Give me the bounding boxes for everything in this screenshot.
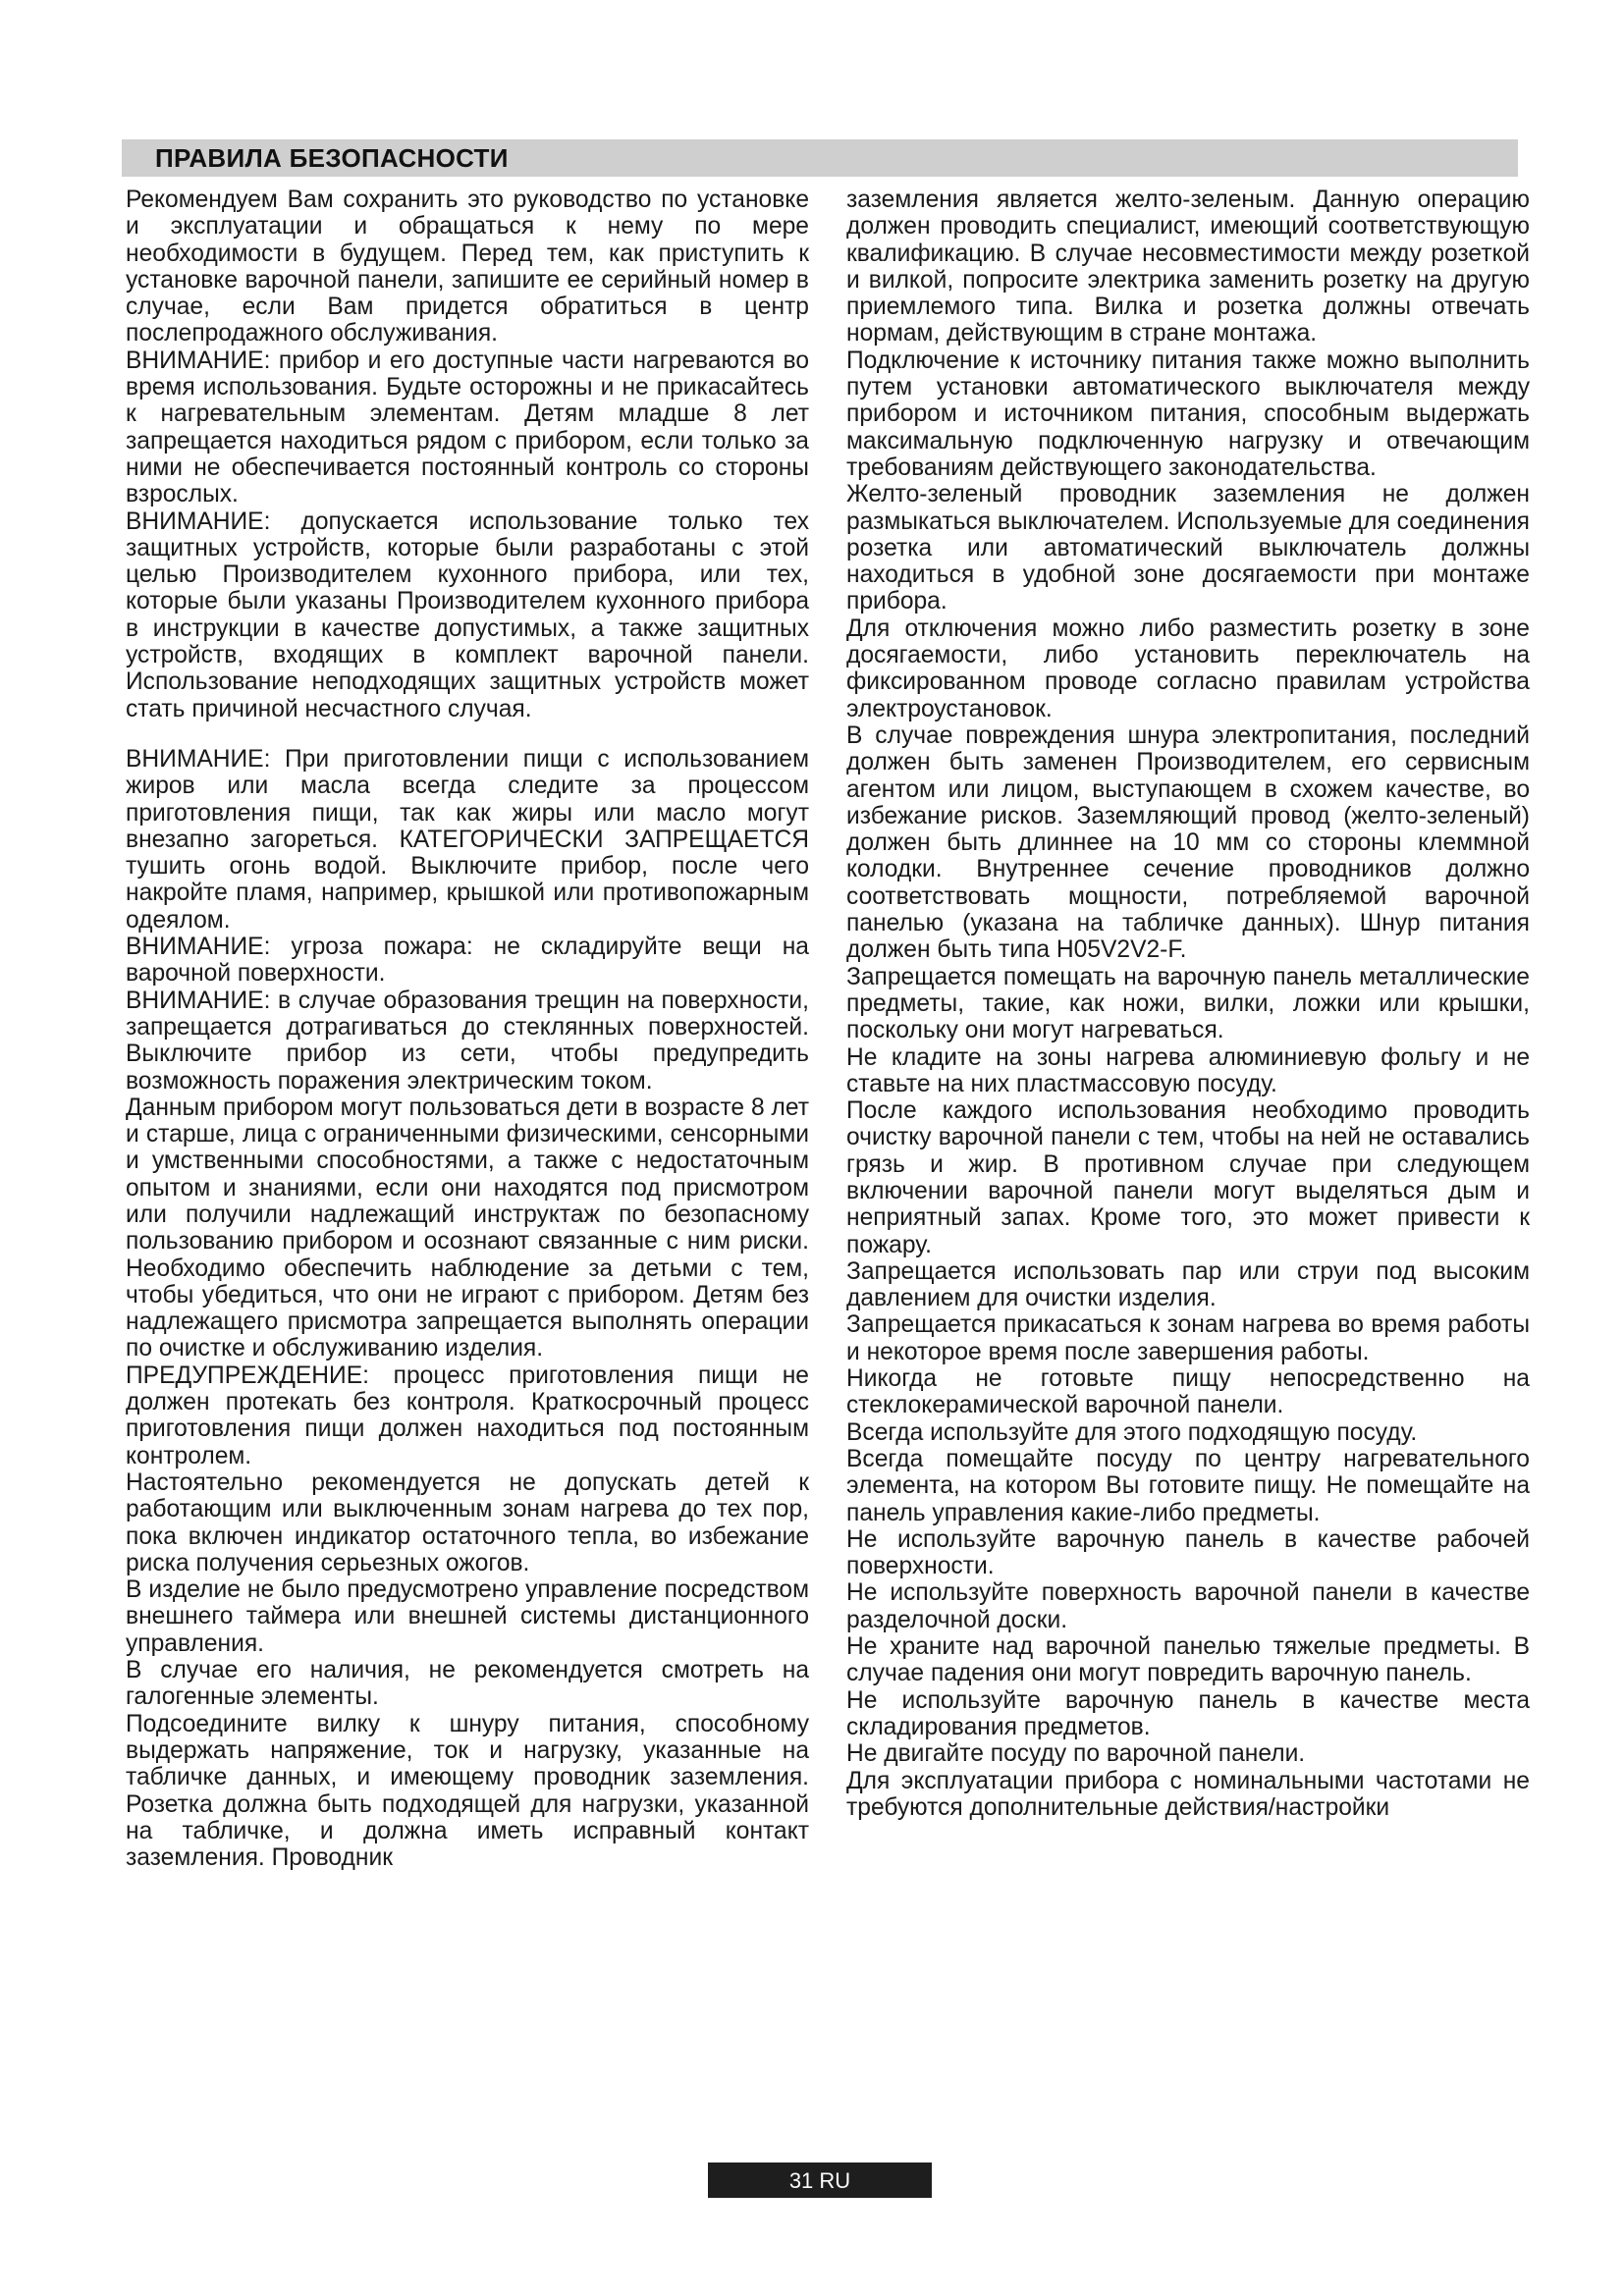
paragraph: ВНИМАНИЕ: При приготовлении пищи с использованием жиров или масла всегда следите за процессом приготовления пищи, так как жиры или масло могут внезапно загореться. КАТЕГОРИЧЕСКИ ЗАПРЕЩАЕТСЯ тушить огонь водой. Выключите прибор, после чего накройте пламя, например, крышкой или противопожарным одеялом. xyxy=(126,745,809,934)
paragraph: Не используйте поверхность варочной панели в качестве разделочной доски. xyxy=(846,1579,1530,1633)
section-header-bar xyxy=(122,139,1518,177)
paragraph: Для отключения можно либо разместить розетку в зоне досягаемости, либо установить переключатель на фиксированном проводе согласно правилам устройства электроустановок. xyxy=(846,614,1530,722)
paragraph: Данным прибором могут пользоваться дети в возрасте 8 лет и старше, лица с ограниченными физическими, сенсорными и умственными способностями, а также с недостаточным опытом и знаниями, если они находятся под присмотром или получили надлежащий инструктаж по безопасному пользованию прибором и осознают связанные с ним риски. Необходимо обеспечить наблюдение за детьми с тем, чтобы убедиться, что они не играют с прибором. Детям без надлежащего присмотра запрещается выполнять операции по очистке и обслуживанию изделия. xyxy=(126,1094,809,1362)
paragraph: Никогда не готовьте пищу непосредственно на стеклокерамической варочной панели. xyxy=(846,1365,1530,1419)
paragraph: Рекомендуем Вам сохранить это руководство по установке и эксплуатации и обращаться к нему по мере необходимости в будущем. Перед тем, как приступить к установке варочной панели, запишите ее серийный номер в случае, если Вам придется обратиться в центр послепродажного обслуживания. xyxy=(126,187,809,347)
page-number-box xyxy=(708,2163,932,2198)
paragraph: Не кладите на зоны нагрева алюминиевую фольгу и не ставьте на них пластмассовую посуду. xyxy=(846,1043,1530,1097)
paragraph: Запрещается прикасаться к зонам нагрева во время работы и некоторое время после завершения работы. xyxy=(846,1311,1530,1365)
paragraph: Подключение к источнику питания также можно выполнить путем установки автоматического выключателя между прибором и источником питания, способным выдержать максимальную подключенную нагрузку и отвечающим требованиям действующего законодательства. xyxy=(846,347,1530,481)
paragraph: Настоятельно рекомендуется не допускать детей к работающим или выключенным зонам нагрева до тех пор, пока включен индикатор остаточного тепла, во избежание риска получения серьезных ожогов. xyxy=(126,1468,809,1576)
paragraph: ВНИМАНИЕ: прибор и его доступные части нагреваются во время использования. Будьте осторожны и не прикасайтесь к нагревательным элементам. Детям младше 8 лет запрещается находиться рядом с прибором, если только за ними не обеспечивается постоянный контроль со стороны взрослых. xyxy=(126,347,809,508)
paragraph: Для эксплуатации прибора с номинальными частотами не требуются дополнительные действия/настройки xyxy=(846,1767,1530,1821)
paragraph: Не используйте варочную панель в качестве места складирования предметов. xyxy=(846,1686,1530,1740)
left-column xyxy=(126,187,809,1871)
paragraph: ВНИМАНИЕ: угроза пожара: не складируйте вещи на варочной поверхности. xyxy=(126,934,809,988)
paragraph: ПРЕДУПРЕЖДЕНИЕ: процесс приготовления пищи не должен протекать без контроля. Краткосрочный процесс приготовления пищи должен находиться под постоянным контролем. xyxy=(126,1362,809,1469)
paragraph: ВНИМАНИЕ: в случае образования трещин на поверхности, запрещается дотрагиваться до стеклянных поверхностей. Выключите прибор из сети, чтобы предупредить возможность поражения электрическим током. xyxy=(126,987,809,1095)
right-column xyxy=(846,187,1530,1821)
paragraph: Желто-зеленый проводник заземления не должен размыкаться выключателем. Используемые для соединения розетка или автоматический выключатель должны находиться в удобной зоне досягаемости при монтаже прибора. xyxy=(846,481,1530,615)
paragraph: В случае повреждения шнура электропитания, последний должен быть заменен Производителем, его сервисным агентом или лицом, выступающем в схожем качестве, во избежание рисков. Заземляющий провод (желто-зеленый) должен быть длиннее на 10 мм со стороны клеммной колодки. Внутреннее сечение проводников должно соответствовать мощности, потребляемой варочной панелью (указана на табличке данных). Шнур питания должен быть типа H05V2V2-F. xyxy=(846,721,1530,964)
page-number: 31 RU xyxy=(788,2168,851,2193)
paragraph: Всегда помещайте посуду по центру нагревательного элемента, на котором Вы готовите пищу. Не помещайте на панель управления какие-либо предметы. xyxy=(846,1445,1530,1526)
paragraph: Подсоедините вилку к шнуру питания, способному выдержать напряжение, ток и нагрузку, указанные на табличке данных, и имеющему проводник заземления. Розетка должна быть подходящей для нагрузки, указанной на табличке, и должна иметь исправный контакт заземления. Проводник xyxy=(126,1710,809,1872)
section-title: ПРАВИЛА БЕЗОПАСНОСТИ xyxy=(155,143,509,173)
paragraph: Запрещается использовать пар или струи под высоким давлением для очистки изделия. xyxy=(846,1257,1530,1312)
paragraph: После каждого использования необходимо проводить очистку варочной панели с тем, чтобы на ней не оставались грязь и жир. В противном случае при следующем включении варочной панели могут выделяться дым и неприятный запах. Кроме того, это может привести к пожару. xyxy=(846,1097,1530,1258)
paragraph: Не двигайте посуду по варочной панели. xyxy=(846,1740,1306,1768)
paragraph: ВНИМАНИЕ: допускается использование только тех защитных устройств, которые были разработаны с этой целью Производителем кухонного прибора, или тех, которые были указаны Производителем кухонного прибора в инструкции в качестве допустимых, а также защитных устройств, входящих в комплект варочной панели. Использование неподходящих защитных устройств может стать причиной несчастного случая. xyxy=(126,507,809,722)
paragraph: заземления является желто-зеленым. Данную операцию должен проводить специалист, имеющий соответствующую квалификацию. В случае несовместимости между розеткой и вилкой, попросите электрика заменить розетку на другую приемлемого типа. Вилка и розетка должны отвечать нормам, действующим в стране монтажа. xyxy=(846,187,1530,347)
paragraph: Не храните над варочной панелью тяжелые предметы. В случае падения они могут повредить варочную панель. xyxy=(846,1633,1530,1687)
paragraph: Всегда используйте для этого подходящую посуду. xyxy=(846,1418,1418,1446)
paragraph: Запрещается помещать на варочную панель металлические предметы, такие, как ножи, вилки, ложки или крышки, поскольку они могут нагреваться. xyxy=(846,963,1530,1044)
paragraph: Не используйте варочную панель в качестве рабочей поверхности. xyxy=(846,1525,1530,1580)
paragraph: В случае его наличия, не рекомендуется смотреть на галогенные элементы. xyxy=(126,1657,809,1711)
paragraph: В изделие не было предусмотрено управление посредством внешнего таймера или внешней системы дистанционного управления. xyxy=(126,1576,809,1657)
